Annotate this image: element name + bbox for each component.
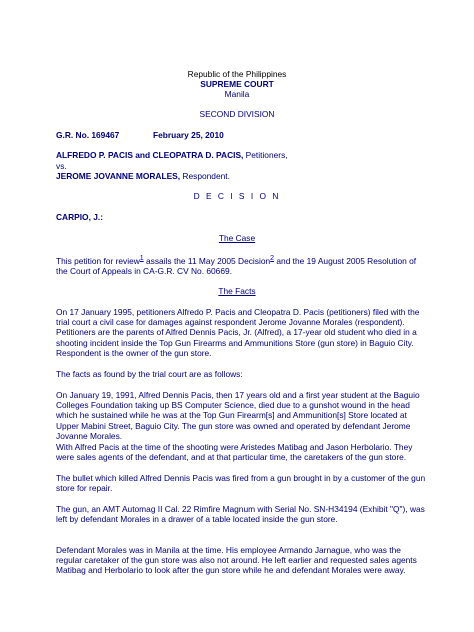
paragraph-trial-court: The facts as found by the trial court are as follows:: [56, 369, 243, 379]
division-name: SECOND DIVISION: [199, 109, 275, 119]
paragraph-text: This petition for review: [56, 255, 140, 266]
paragraph-petition: [56, 254, 426, 276]
respondent-name: JEROME JOVANNE MORALES,: [56, 171, 181, 181]
ponente: CARPIO, J.:: [56, 212, 103, 222]
paragraph-facts-intro: On 17 January 1995, petitioners Alfredo P. Pacis and Cleopatra D. Pacis (petitioners) filed with the trial court a civil case for damages against respondent Jerome Jovanne Morales (respondent). Petitioners are the parents of Alfred Dennis Pacis, Jr. (Alfred), a 17-year old student who died in a shooting incident inside the Top Gun Firearms and Ammunitions Store (gun store) in Baguio City. Respondent is the owner of the gun store.: [56, 307, 420, 358]
court-city: Manila: [224, 89, 250, 99]
gr-number: G.R. No. 169467: [56, 130, 120, 140]
footnote-link-2[interactable]: 2: [270, 255, 275, 262]
petitioners-line: [56, 150, 426, 160]
petitioners-role: Petitioners,: [243, 150, 288, 160]
paragraph-quote-1: On January 19, 1991, Alfred Dennis Pacis, then 17 years old and a first year student at the Baguio Colleges Foundation taking up BS Computer Science, died due to a gunshot wound in the head which he sustained while he was at the Top Gun Firearm[s] and Ammunition[s] Store located at Upper Mabini Street, Baguio City. The gun store was owned and operated by defendant Jerome Jovanne Morales.: [56, 390, 420, 441]
decision-date: February 25, 2010: [153, 130, 224, 140]
republic-line: Republic of the Philippines: [187, 69, 287, 79]
decision-title: D E C I S I O N: [193, 191, 281, 201]
paragraph-quote-3: The bullet which killed Alfred Dennis Pacis was fired from a gun brought in by a customer of the gun store for repair.: [56, 473, 426, 494]
footnote-link-1[interactable]: 1: [139, 255, 144, 262]
versus-label: vs.: [56, 161, 67, 171]
petitioners-names: ALFREDO P. PACIS and CLEOPATRA D. PACIS,: [56, 150, 244, 160]
court-name: SUPREME COURT: [200, 79, 274, 89]
paragraph-text: assails the 11 May 2005 Decision: [143, 255, 271, 266]
section-heading-facts: The Facts: [218, 286, 256, 296]
respondent-line: [56, 171, 426, 181]
respondent-role: Respondent.: [180, 171, 230, 181]
paragraph-quote-5: Defendant Morales was in Manila at the time. His employee Armando Jarnague, who was the regular caretaker of the gun store was also not around. He left earlier and requested sales agents Matibag and Herbolario to look after the gun store while he and defendant Morales were away.: [56, 545, 417, 576]
section-heading-case: The Case: [218, 233, 256, 243]
paragraph-text: and the 19 August 2005 Resolution of the Court of Appeals in CA-G.R. CV No. 60669.: [56, 255, 417, 276]
paragraph-quote-2: With Alfred Pacis at the time of the shooting were Aristedes Matibag and Jason Herbolario. They were sales agents of the defendant, and at that particular time, the caretakers of the gun store.: [56, 442, 413, 463]
paragraph-quote-4: The gun, an AMT Automag II Cal. 22 Rimfire Magnum with Serial No. SN-H34194 (Exhibit "Q"), was left by defendant Morales in a drawer of a table located inside the gun store.: [56, 504, 425, 525]
